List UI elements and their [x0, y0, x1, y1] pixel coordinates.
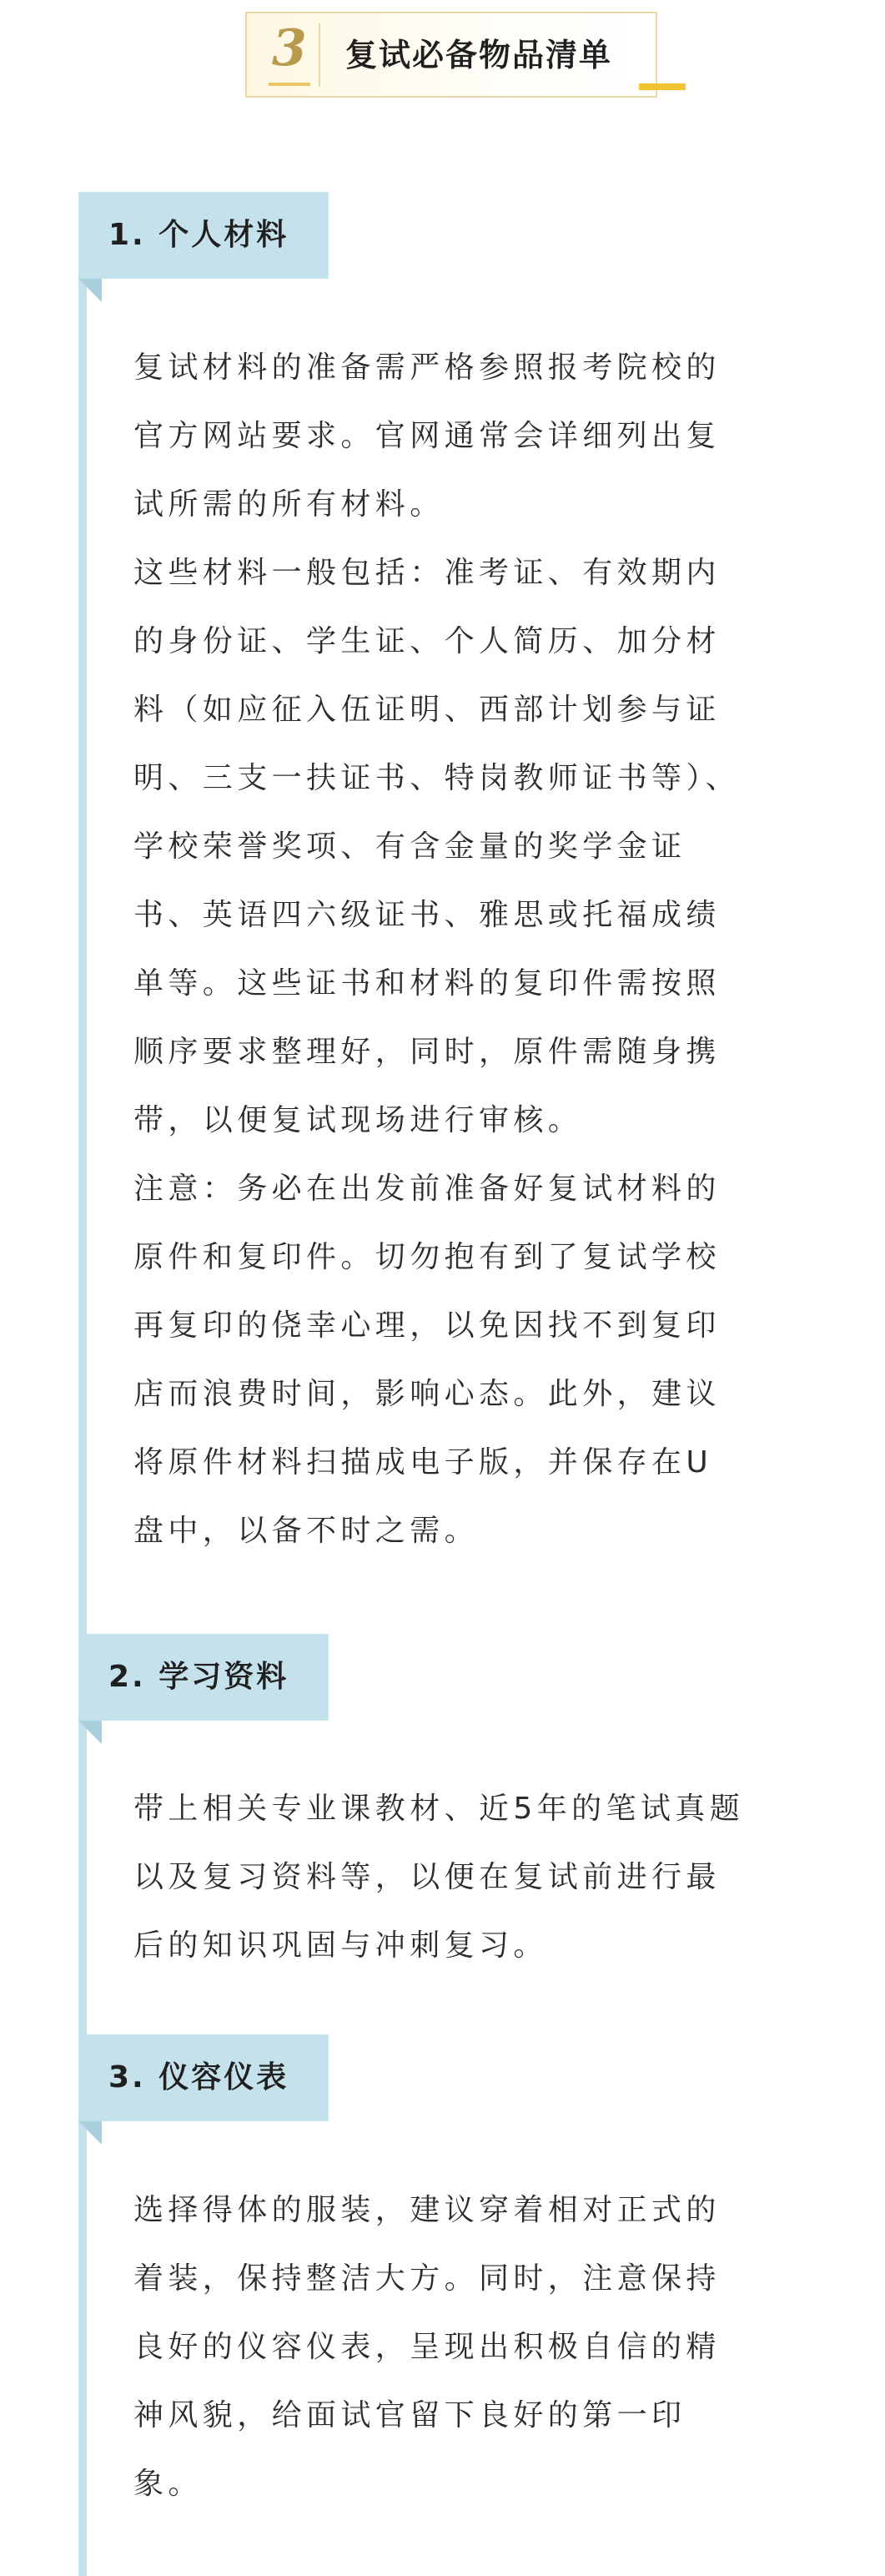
text-line: 的身份证、学生证、个人简历、加分材 — [133, 624, 721, 658]
text-line: 后的知识巩固与冲刺复习。 — [133, 1928, 548, 1963]
text-line: 书、英语四六级证书、雅思或托福成绩 — [133, 898, 721, 932]
text-line: 着装，保持整洁大方。同时，注意保持 — [133, 2261, 721, 2296]
text-line: 试所需的所有材料。 — [133, 487, 445, 522]
text-line: 将原件材料扫描成电子版，并保存在U — [133, 1445, 713, 1480]
section-number: 3 — [272, 19, 307, 78]
section-tab-study-materials — [78, 1634, 329, 1721]
text-line: 再复印的侥幸心理，以免因找不到复印 — [133, 1308, 721, 1343]
paragraph — [133, 2176, 776, 2518]
text-line: 学校荣誉奖项、有含金量的奖学金证 — [133, 829, 686, 864]
section-tab-appearance — [78, 2034, 329, 2121]
section-label: 3. 仪容仪表 — [108, 2060, 289, 2095]
paragraph — [133, 1155, 776, 1565]
left-decorative-bar — [78, 192, 87, 2576]
text-line: 以及复习资料等，以便在复试前进行最 — [133, 1860, 721, 1894]
text-line: 明、三支一扶证书、特岗教师证书等）、 — [133, 761, 741, 795]
text-line: 象。 — [133, 2467, 203, 2501]
text-line: 注意：务必在出发前准备好复试材料的 — [133, 1172, 721, 1206]
paragraph — [133, 1775, 776, 1980]
paragraph — [133, 334, 776, 539]
text-line: 料（如应征入伍证明、西部计划参与证 — [133, 693, 721, 727]
text-line: 单等。这些证书和材料的复印件需按照 — [133, 966, 721, 1001]
text-line: 店而浪费时间，影响心态。此外，建议 — [133, 1377, 721, 1411]
section-tab-personal-materials — [78, 192, 329, 279]
text-line: 带，以便复试现场进行审核。 — [133, 1103, 583, 1137]
tab-fold-corner — [78, 1721, 102, 1744]
section-label: 2. 学习资料 — [108, 1660, 289, 1694]
text-line: 复试材料的准备需严格参照报考院校的 — [133, 350, 721, 385]
text-line: 盘中，以备不时之需。 — [133, 1514, 480, 1548]
header-accent-bar — [639, 83, 686, 90]
text-line: 带上相关专业课教材、近5年的笔试真题 — [133, 1792, 745, 1826]
text-line: 选择得体的服装，建议穿着相对正式的 — [133, 2193, 721, 2227]
text-line: 原件和复印件。切勿抱有到了复试学校 — [133, 1240, 721, 1274]
page-title: 复试必备物品清单 — [345, 37, 613, 73]
tab-fold-corner — [78, 2121, 102, 2145]
text-line: 这些材料一般包括：准考证、有效期内 — [133, 556, 721, 590]
text-line: 顺序要求整理好，同时，原件需随身携 — [133, 1035, 721, 1069]
number-underline — [269, 83, 310, 86]
text-line: 神风貌，给面试官留下良好的第一印 — [133, 2398, 686, 2432]
header-divider — [319, 23, 320, 87]
text-line: 良好的仪容仪表，呈现出积极自信的精 — [133, 2330, 721, 2364]
section-label: 1. 个人材料 — [108, 218, 289, 252]
paragraph — [133, 539, 776, 1155]
text-line: 官方网站要求。官网通常会详细列出复 — [133, 419, 721, 453]
tab-fold-corner — [78, 279, 102, 302]
